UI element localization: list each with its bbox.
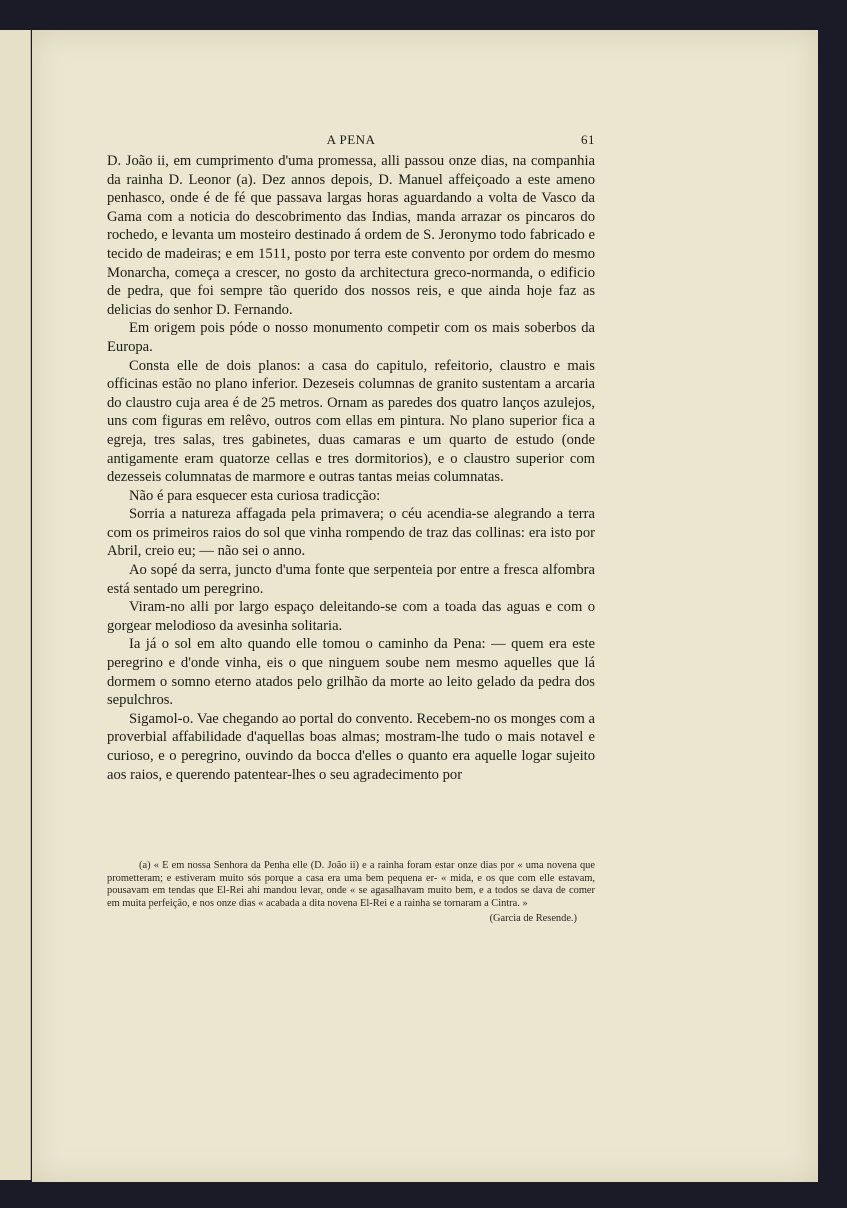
paragraph: Consta elle de dois planos: a casa do capitulo, refeitorio, claustro e mais officinas estão no plano inferior. Dezeseis columnas de granito sustentam a arcaria do claustro cuja area é de 25 metros. Ornam as paredes dos quatro lanços azulejos, uns com figuras em relêvo, outros com ellas em pintura. No plano superior fica a egreja, tres salas, tres gabinetes, duas camaras e um quarto de estudo (onde antigamente eram quatorze cellas e tres dormitorios), e o claustro superior com dezesseis columnatas de marmore e outras tantas meias columnatas. bbox=[107, 357, 595, 486]
footnote bbox=[107, 860, 595, 926]
paragraph: Viram-no alli por largo espaço deleitando-se com a toada das aguas e com o gorgear melodioso da avesinha solitaria. bbox=[107, 599, 595, 634]
running-head-title: A PENA bbox=[326, 132, 376, 147]
page-number: 61 bbox=[581, 132, 595, 147]
facing-page-edge bbox=[0, 30, 31, 1180]
paragraph: Em origem pois póde o nosso monumento competir com os mais soberbos da Europa. bbox=[107, 320, 595, 355]
paragraph: D. João ii, em cumprimento d'uma promessa, alli passou onze dias, na companhia da rainha D. Leonor (a). Dez annos depois, D. Manuel affeiçoado a este ameno penhasco, onde é de fé que passava largas horas aguardando a volta de Vasco da Gama com a noticia do descobrimento das Indias, manda arrazar os pincaros do rochedo, e levanta um mosteiro destinado á ordem de S. Jeronymo todo fabricado e tecido de madeiras; e em 1511, posto por terra este convento por ordem do mesmo Monarcha, começa a crescer, no gosto da architectura greco-normanda, o edificio de pedra, que foi sempre tão querido dos nossos reis, e que ainda hoje faz as delicias do senhor D. Fernando. bbox=[107, 153, 595, 318]
footnote-body: (a) « E em nossa Senhora da Penha elle (D. João ii) e a rainha foram estar onze dias por « uma novena que prometteram; e estiveram muito sós porque a casa era uma bem pequena er- « mida, e os que com elle estavam, pousavam em tendas que El-Rei ahi mandou levar, onde « se agasalhavam muito bem, e a todos se dava de comer em muita perfeição, e nos onze dias « acabada a dita novena El-Rei e a rainha se tornaram a Cintra. » bbox=[107, 860, 595, 909]
paragraph: Ia já o sol em alto quando elle tomou o caminho da Pena: — quem era este peregrino e d'onde vinha, eis o que ninguem soube nem mesmo aquelles que lá dormem o somno eterno atados pelo grilhão da morte ao leito gelado da pedra dos sepulchros. bbox=[107, 636, 595, 709]
footnote-source: (Garcia de Resende.) bbox=[489, 913, 577, 925]
paragraph: Não é para esquecer esta curiosa tradicção: bbox=[129, 487, 381, 504]
paragraph: Ao sopé da serra, juncto d'uma fonte que serpenteia por entre a fresca alfombra está sentado um peregrino. bbox=[107, 562, 595, 597]
paragraph: Sigamol-o. Vae chegando ao portal do convento. Recebem-no os monges com a proverbial affabilidade d'aquellas boas almas; mostram-lhe tudo o mais notavel e curioso, e o peregrino, ouvindo da bocca d'elles o quanto era aquelle logar sujeito aos raios, e querendo patentear-lhes o seu agradecimento por bbox=[107, 710, 595, 783]
paragraph: Sorria a natureza affagada pela primavera; o céu acendia-se alegrando a terra com os primeiros raios do sol que vinha rompendo de traz das collinas: era isto por Abril, creio eu; — não sei o anno. bbox=[107, 506, 595, 560]
body-text bbox=[107, 152, 595, 784]
